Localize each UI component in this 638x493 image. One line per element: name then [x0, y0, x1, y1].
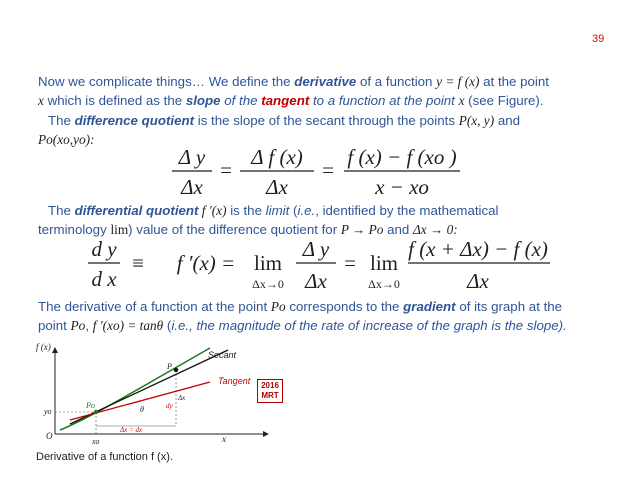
p-label: P	[167, 362, 172, 371]
figure-caption: Derivative of a function f (x).	[36, 451, 173, 463]
eq2-den2: Δx	[467, 269, 489, 293]
badge-text: MRT	[261, 391, 279, 400]
secant-label: Secant	[208, 350, 237, 360]
paragraph-2-line-1: The difference quotient is the slope of the secant through the points P(x, y) and	[48, 113, 521, 128]
paragraph-3-line-1: The differential quotient f ′(x) is the limit (i.e., identified by the mathematical	[48, 203, 499, 218]
difference-quotient-term: difference quotient	[74, 113, 195, 128]
eq2-lim-2: lim	[369, 251, 399, 275]
dy-label: dy	[166, 402, 173, 410]
x-axis-label: x	[222, 434, 226, 444]
eq1-rhs-denominator: x − xo	[375, 175, 429, 199]
paragraph-4-line-1: The derivative of a function at the point Po corresponds to the gradient of its graph at the	[38, 299, 563, 314]
eq2-num2: f (x + Δx) − f (x)	[408, 237, 548, 261]
eq2-lim-sub-2: Δx→0	[368, 277, 400, 291]
eq2-dy: d y	[91, 237, 117, 261]
dx-label: Δx = dx	[120, 426, 143, 434]
limit-term: limit	[265, 203, 290, 218]
eq1-mid-numerator: Δ f (x)	[251, 145, 303, 169]
gradient-term: gradient	[403, 299, 456, 314]
eq2-fprime: f ′(x) =	[176, 251, 236, 275]
y-axis-label: f (x)	[36, 342, 51, 352]
point-po	[94, 410, 98, 414]
difference-quotient-equation	[160, 140, 480, 200]
eq2-equals: =	[344, 251, 356, 275]
differential-quotient-equation	[80, 236, 560, 298]
derivative-figure	[30, 338, 290, 446]
paragraph-1-line-2: x which is defined as the slope of the tangent to a function at the point x (see Figure).	[38, 93, 544, 108]
badge-year: 2016	[261, 381, 279, 390]
eq2-num1: Δ y	[302, 237, 330, 261]
eq1-rhs-numerator: f (x) − f (xo )	[347, 145, 457, 169]
paragraph-1-line-1: Now we complicate things… We define the derivative of a function y = f (x) at the point	[38, 74, 549, 89]
eq2-equiv: ≡	[132, 251, 144, 275]
mrt-badge	[257, 379, 283, 403]
derivative-term: derivative	[294, 74, 357, 89]
eq1-lhs-numerator: Δ y	[178, 145, 206, 169]
differential-quotient-term: differential quotient	[74, 203, 199, 218]
function-expr: y = f (x)	[436, 74, 480, 89]
po-label: Po	[86, 401, 95, 410]
theta-label: θ	[140, 405, 144, 414]
eq2-dx: d x	[91, 267, 117, 291]
origin-label: O	[46, 431, 53, 441]
delta-x-vertical-label: Δx	[178, 394, 186, 402]
point-p	[174, 368, 178, 372]
eq1-lhs-denominator: Δx	[181, 175, 203, 199]
yo-label: yo	[44, 407, 52, 416]
paragraph-4-line-2: point Po, f ′(xo) = tanθ (i.e., the magnitude of the rate of increase of the graph is the slope).	[38, 318, 567, 333]
point-p0: Po(xo,yo):	[38, 132, 95, 147]
slope-term: slope	[185, 93, 221, 108]
tangent-term: tangent	[261, 93, 310, 108]
page-number: 39	[592, 33, 605, 45]
eq2-lim-sub-1: Δx→0	[252, 277, 284, 291]
eq2-den1: Δx	[305, 269, 327, 293]
eq2-lim-1: lim	[253, 251, 283, 275]
xo-label: xo	[92, 437, 100, 446]
eq1-equals-1: =	[220, 158, 232, 182]
paragraph-3-line-2: terminology lim) value of the difference quotient for P → Po and Δx → 0:	[38, 222, 458, 237]
eq1-equals-2: =	[322, 158, 334, 182]
tangent-label: Tangent	[218, 376, 251, 386]
eq1-mid-denominator: Δx	[266, 175, 288, 199]
